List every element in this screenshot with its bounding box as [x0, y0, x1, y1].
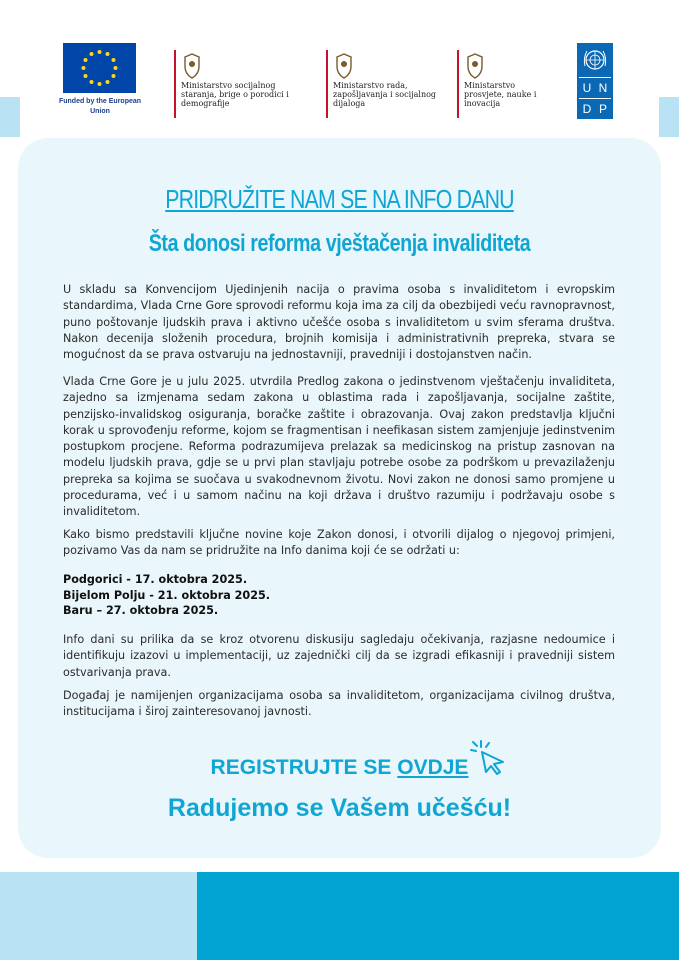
law-paragraph: Vlada Crne Gore je u julu 2025. utvrdila Predlog zakona o jedinstvenom vještačenju invaliditeta, zajedno sa izmjenama sedam zakona u oblastima rada i zapošljavanja, socijalne zaštite, penzijsko-invalidskog osiguranja, boračke zaštite i obrazovanja. Ovaj zakon predstavlja ključni korak u sprovođenju reforme, kojom se fragmentisan i neefikasan sistem zamjenjuje jedinstvenim postupkom procjene. Reforma podrazumijeva prelazak sa medicinskog na pristup zasnovan na modelu ljudskih prava, gdje se u prvi plan stavljaju potrebe osobe za podrškom u prevazilaženju prepreka sa kojima se suočava u svakodnevnom životu. Novi zakon ne donosi samo promjene u procedurama, već i u samom načinu na koji država i društvo razumiju i podržavaju osobe s invaliditetom. — [63, 375, 615, 519]
footer-band-dark — [197, 872, 679, 960]
intro-paragraph: U skladu sa Konvencijom Ujedinjenih nacija o pravima osoba s invaliditetom i evropskim standardima, Vlada Crne Gore sprovodi reformu koja ima za cilj da obezbijedi veću ravnopravnost, puno poštovanje ljudskih prava i aktivno učešće osoba s invaliditetom u svim sferama društva. Nakon decenija složenih procedura, brojnih komisija i administrativnih prepreka, stvara se mogućnost da se prava ostvaruju na jednostavniji, pravedniji i dostojanstven način. — [63, 283, 615, 362]
event-date: Baru – 27. oktobra 2025. — [63, 604, 219, 617]
eu-flag-icon — [63, 43, 136, 93]
event-dates — [63, 572, 463, 619]
montenegro-crest-icon — [333, 53, 355, 79]
register-link[interactable]: OVDJE — [397, 756, 469, 779]
page-title: PRIDRUŽITE NAM SE NA INFO DANU — [165, 184, 514, 214]
event-date: Bijelom Polju - 21. oktobra 2025. — [63, 588, 271, 602]
un-globe-icon — [581, 46, 609, 74]
undp-letter: U — [579, 77, 595, 98]
undp-logo — [577, 43, 613, 119]
invitation-paragraph: Kako bismo predstavili ključne novine koje Zakon donosi, i otvorili dijalog o njegovoj primjeni, pozivamo Vas da nam se pridružite na Info danima koji će se održati u: — [63, 528, 615, 558]
montenegro-crest-icon — [464, 53, 486, 79]
click-cursor-icon — [467, 738, 507, 776]
logo-header — [0, 0, 679, 135]
montenegro-crest-icon — [181, 53, 203, 79]
eu-funding-caption: Funded by the European Union — [58, 98, 142, 115]
register-label: REGISTRUJTE SE — [210, 756, 398, 779]
undp-letter: D — [579, 98, 595, 119]
info-days-paragraph: Info dani su prilika da se kroz otvorenu diskusiju sagledaju očekivanja, razjasne nedoumice i identifikuju izazovi u implementaciji, uz zajednički cilj da se izgradi efikasniji i pravedniji sistem ostvarivanja prava. — [63, 633, 615, 679]
ministry-education-name: Ministarstvo prosvjete, nauke i inovacija — [464, 81, 537, 108]
closing-message: Radujemo se Vašem učešću! — [167, 794, 512, 822]
undp-letter: N — [595, 77, 611, 98]
ministry-social-name: Ministarstvo socijalnog staranja, brige o porodici i demografije — [181, 81, 289, 108]
undp-letter: P — [595, 98, 611, 119]
footer-band-light — [0, 872, 197, 960]
register-call — [0, 756, 679, 780]
event-date: Podgorici - 17. oktobra 2025. — [63, 573, 248, 586]
audience-paragraph: Događaj je namijenjen organizacijama osoba sa invaliditetom, organizacijama civilnog društva, institucijama i široj zainteresovanoj javnosti. — [63, 689, 615, 719]
page-subtitle: Šta donosi reforma vještačenja invaliditeta — [148, 230, 531, 257]
ministry-labour-name: Ministarstvo rada, zapošljavanja i socijalnog dijaloga — [333, 81, 437, 108]
